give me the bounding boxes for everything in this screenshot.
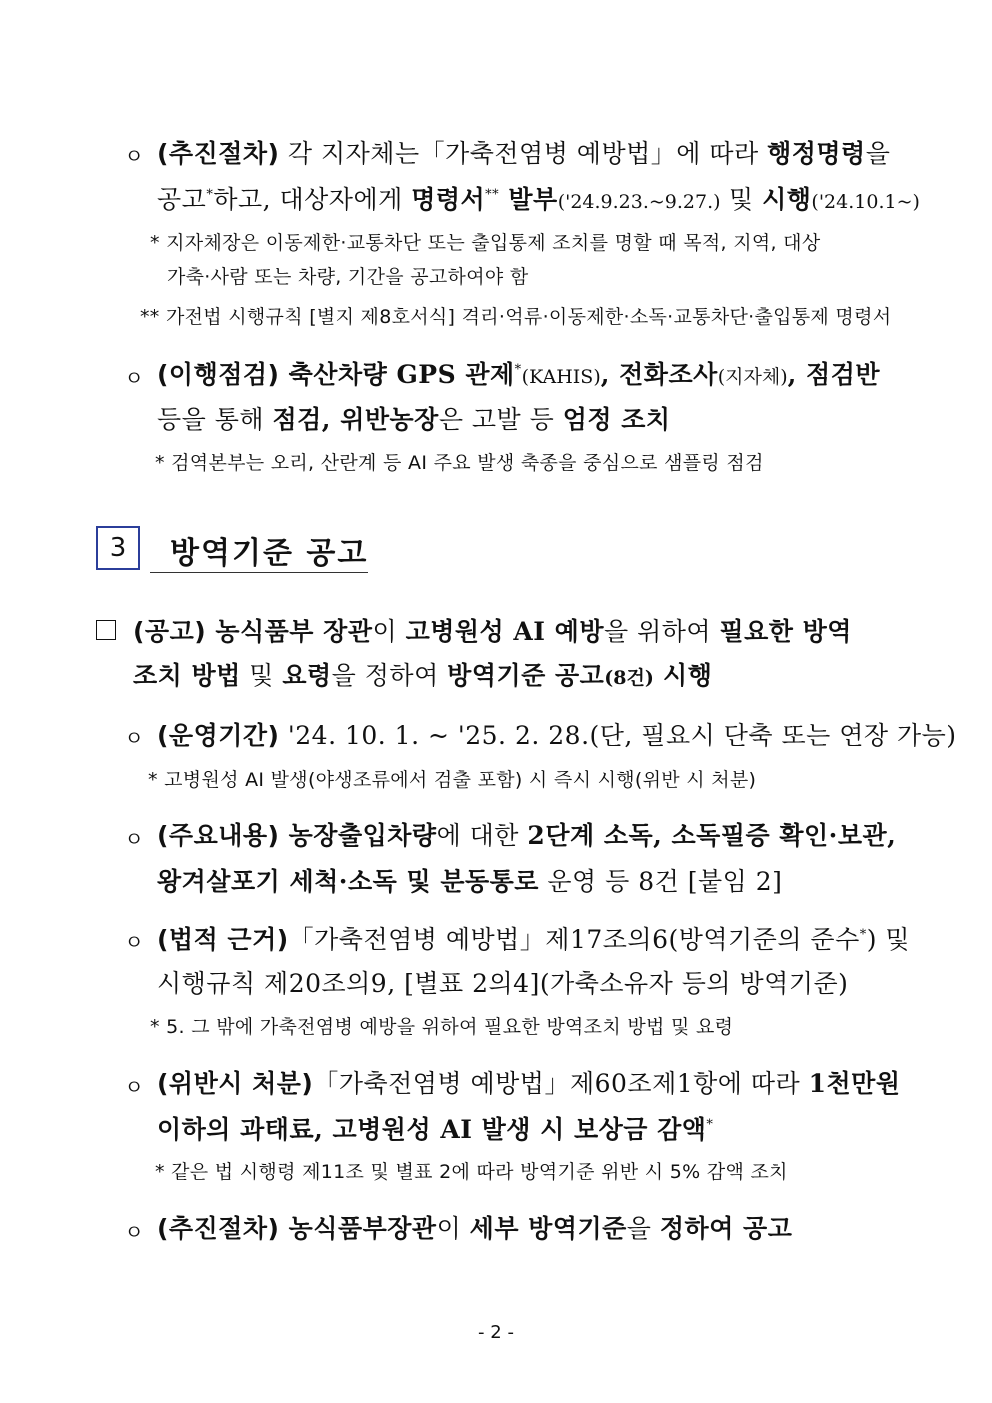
- procedure-1-line-2: 공고*하고, 대상자에게 명령서** 발부('24.9.23.~9.27.) 및 시행('24.10.1~): [157, 185, 920, 214]
- footnote-2: ** 가전법 시행규칙 [별지 제8호서식] 격리·억류·이동제한·소독·교통차단·출입통제 명령서: [140, 306, 892, 328]
- circle-bullet-icon: ㅇ: [124, 930, 144, 954]
- footnote-5: * 5. 그 밖에 가축전염병 예방을 위하여 필요한 방역조치 방법 및 요령: [150, 1016, 734, 1038]
- circle-bullet-icon: ㅇ: [124, 827, 144, 851]
- footnote-1-line-2: 가축·사람 또는 차량, 기간을 공고하여야 함: [167, 266, 529, 288]
- main-contents-line-2: 왕겨살포기 세척·소독 및 분동통로 운영 등 8건 [붙임 2]: [157, 867, 783, 896]
- page-number: - 2 -: [478, 1322, 514, 1343]
- section-number-box: 3: [96, 526, 140, 570]
- section-underline: [150, 572, 368, 573]
- operating-period-line-1: (운영기간) '24. 10. 1. ~ '25. 2. 28.(단, 필요시 단축 또는 연장 가능): [157, 721, 957, 750]
- compliance-line-1: (이행점검) 축산차량 GPS 관제*(KAHIS), 전화조사(지자체), 점검반: [157, 360, 880, 389]
- circle-bullet-icon: ㅇ: [124, 726, 144, 750]
- legal-basis-line-2: 시행규칙 제20조의9, [별표 2의4](가축소유자 등의 방역기준): [157, 969, 849, 998]
- footnote-3: * 검역본부는 오리, 산란계 등 AI 주요 발생 축종을 중심으로 샘플링 점검: [155, 452, 764, 474]
- penalty-line-2: 이하의 과태료, 고병원성 AI 발생 시 보상금 감액*: [157, 1115, 714, 1144]
- footnote-1-line-1: * 지자체장은 이동제한·교통차단 또는 출입통제 조치를 명할 때 목적, 지역, 대상: [150, 232, 821, 254]
- announcement-line-2: 조치 방법 및 요령을 정하여 방역기준 공고(8건) 시행: [133, 661, 713, 690]
- circle-bullet-icon: ㅇ: [124, 1220, 144, 1244]
- procedure-1-line-1: (추진절차) 각 지자체는「가축전염병 예방법」에 따라 행정명령을: [157, 139, 891, 168]
- square-bullet-icon: [96, 620, 116, 640]
- circle-bullet-icon: ㅇ: [124, 1075, 144, 1099]
- footnote-6: * 같은 법 시행령 제11조 및 별표 2에 따라 방역기준 위반 시 5% 감액 조치: [155, 1161, 788, 1183]
- legal-basis-line-1: (법적 근거)「가축전염병 예방법」제17조의6(방역기준의 준수*) 및: [157, 925, 911, 954]
- circle-bullet-icon: ㅇ: [124, 144, 144, 168]
- compliance-line-2: 등을 통해 점검, 위반농장은 고발 등 엄정 조치: [157, 405, 671, 434]
- circle-bullet-icon: ㅇ: [124, 366, 144, 390]
- section-title: 방역기준 공고: [170, 536, 369, 571]
- footnote-4: * 고병원성 AI 발생(야생조류에서 검출 포함) 시 즉시 시행(위반 시 처분): [148, 769, 757, 791]
- main-contents-line-1: (주요내용) 농장출입차량에 대한 2단계 소독, 소독필증 확인·보관,: [157, 821, 897, 850]
- penalty-line-1: (위반시 처분)「가축전염병 예방법」제60조제1항에 따라 1천만원: [157, 1069, 901, 1098]
- procedure-2-line-1: (추진절차) 농식품부장관이 세부 방역기준을 정하여 공고: [157, 1214, 793, 1243]
- announcement-line-1: (공고) 농식품부 장관이 고병원성 AI 예방을 위하여 필요한 방역: [133, 617, 852, 646]
